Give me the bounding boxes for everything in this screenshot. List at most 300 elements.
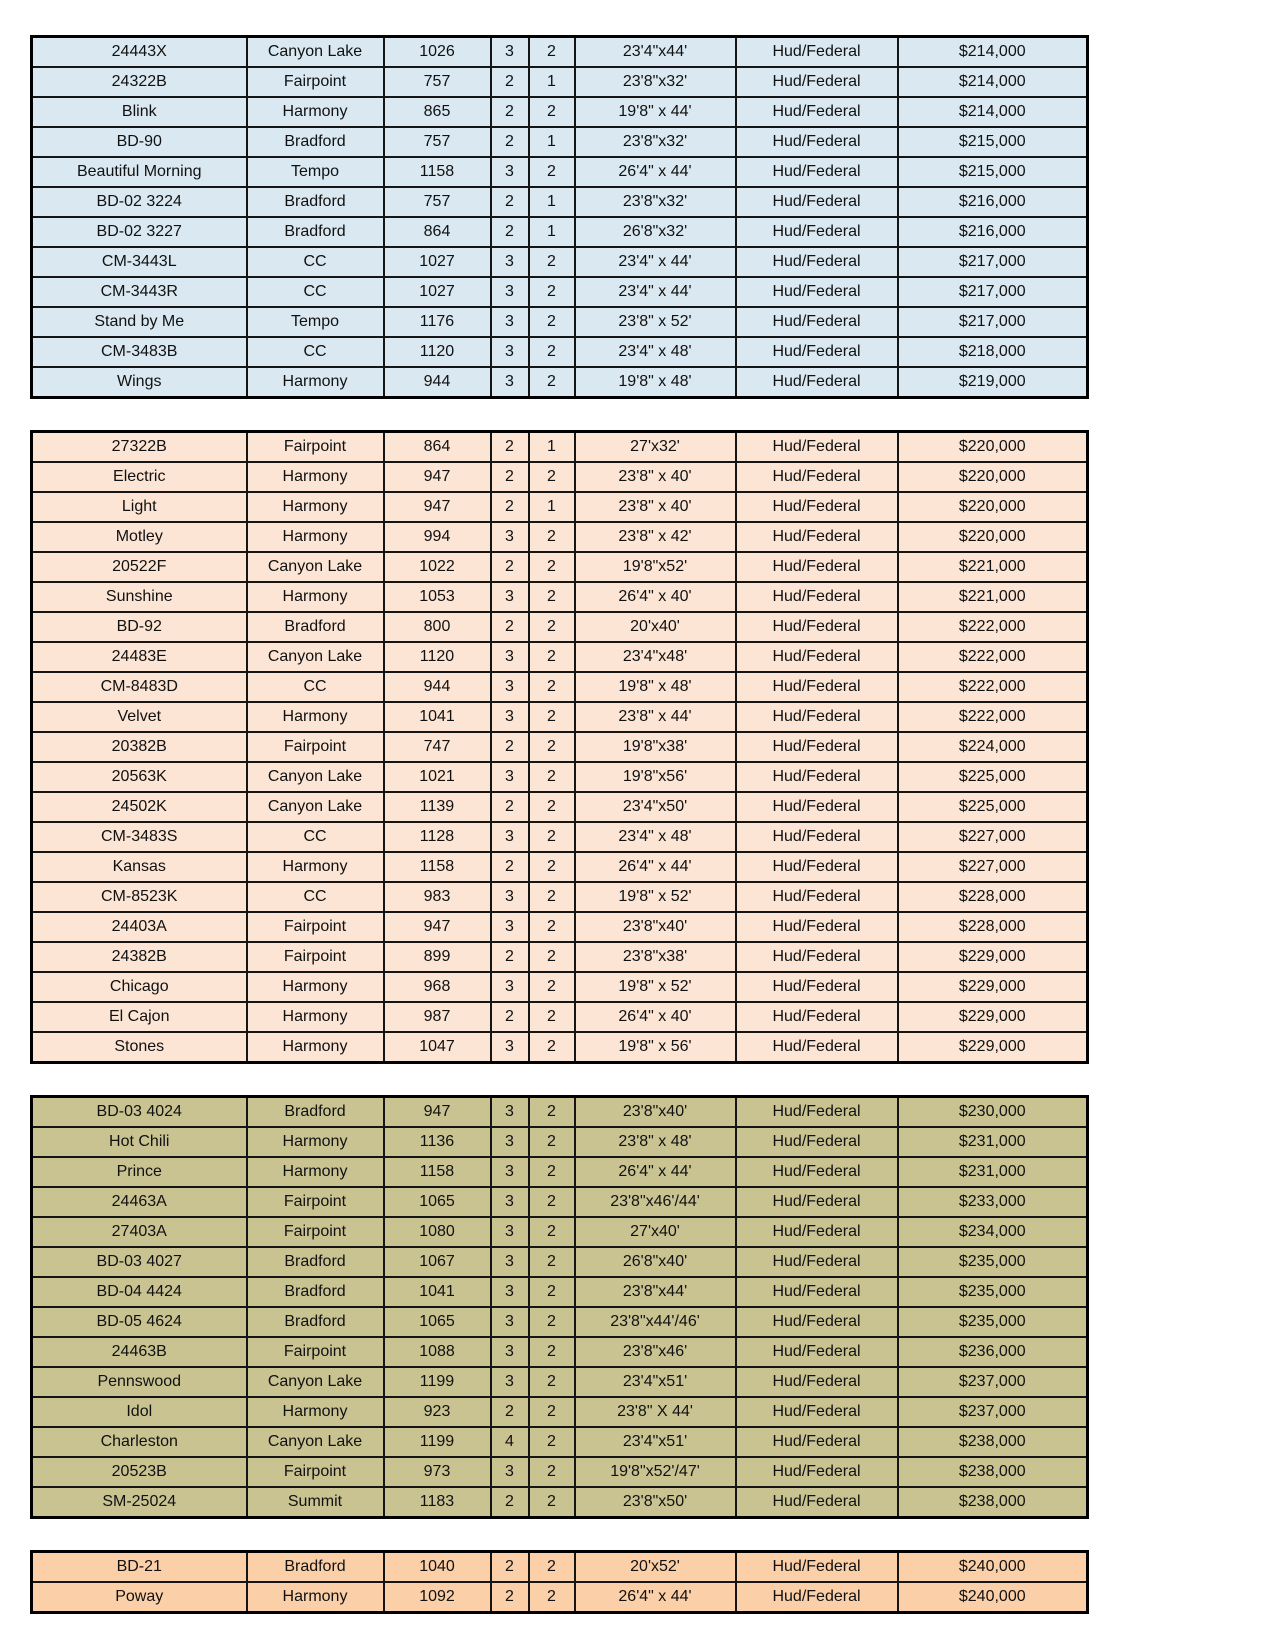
cell-baths: 2 bbox=[529, 1397, 575, 1427]
cell-baths: 2 bbox=[529, 1367, 575, 1397]
table-row bbox=[32, 37, 1088, 68]
table-row bbox=[32, 972, 1088, 1002]
cell-sqft: 947 bbox=[384, 462, 491, 492]
cell-beds: 2 bbox=[491, 1552, 529, 1583]
cell-series: Bradford bbox=[247, 1277, 384, 1307]
cell-beds: 3 bbox=[491, 642, 529, 672]
table-row bbox=[32, 942, 1088, 972]
cell-standard: Hud/Federal bbox=[736, 67, 898, 97]
cell-size: 23'8"x32' bbox=[575, 187, 736, 217]
cell-price: $216,000 bbox=[898, 217, 1088, 247]
cell-series: Fairpoint bbox=[247, 1187, 384, 1217]
cell-model: 24463A bbox=[32, 1187, 247, 1217]
cell-standard: Hud/Federal bbox=[736, 157, 898, 187]
cell-beds: 3 bbox=[491, 247, 529, 277]
cell-baths: 2 bbox=[529, 1552, 575, 1583]
cell-model: 27403A bbox=[32, 1217, 247, 1247]
cell-model: Blink bbox=[32, 97, 247, 127]
cell-model: BD-04 4424 bbox=[32, 1277, 247, 1307]
cell-sqft: 968 bbox=[384, 972, 491, 1002]
cell-size: 26'4" x 44' bbox=[575, 1582, 736, 1613]
cell-sqft: 757 bbox=[384, 187, 491, 217]
cell-standard: Hud/Federal bbox=[736, 582, 898, 612]
cell-beds: 3 bbox=[491, 882, 529, 912]
cell-size: 26'8"x32' bbox=[575, 217, 736, 247]
cell-size: 23'8" X 44' bbox=[575, 1397, 736, 1427]
cell-size: 23'4" x 48' bbox=[575, 337, 736, 367]
cell-price: $217,000 bbox=[898, 307, 1088, 337]
cell-size: 19'8"x38' bbox=[575, 732, 736, 762]
table-row bbox=[32, 1247, 1088, 1277]
cell-standard: Hud/Federal bbox=[736, 37, 898, 68]
table-row bbox=[32, 1187, 1088, 1217]
cell-baths: 2 bbox=[529, 367, 575, 398]
cell-baths: 2 bbox=[529, 1002, 575, 1032]
table-row bbox=[32, 1552, 1088, 1583]
cell-sqft: 1158 bbox=[384, 157, 491, 187]
cell-sqft: 944 bbox=[384, 672, 491, 702]
cell-beds: 2 bbox=[491, 1397, 529, 1427]
cell-sqft: 1176 bbox=[384, 307, 491, 337]
table-row bbox=[32, 582, 1088, 612]
cell-size: 23'8" x 42' bbox=[575, 522, 736, 552]
table-row bbox=[32, 762, 1088, 792]
cell-price: $225,000 bbox=[898, 792, 1088, 822]
cell-sqft: 1092 bbox=[384, 1582, 491, 1613]
cell-standard: Hud/Federal bbox=[736, 1277, 898, 1307]
cell-sqft: 1041 bbox=[384, 1277, 491, 1307]
cell-beds: 3 bbox=[491, 1367, 529, 1397]
cell-series: Harmony bbox=[247, 702, 384, 732]
cell-standard: Hud/Federal bbox=[736, 1217, 898, 1247]
table-row bbox=[32, 1002, 1088, 1032]
cell-standard: Hud/Federal bbox=[736, 912, 898, 942]
cell-model: 20523B bbox=[32, 1457, 247, 1487]
cell-baths: 2 bbox=[529, 277, 575, 307]
cell-beds: 3 bbox=[491, 1277, 529, 1307]
cell-model: BD-02 3224 bbox=[32, 187, 247, 217]
cell-series: Bradford bbox=[247, 1247, 384, 1277]
cell-sqft: 947 bbox=[384, 492, 491, 522]
cell-standard: Hud/Federal bbox=[736, 432, 898, 463]
table-row bbox=[32, 552, 1088, 582]
cell-price: $237,000 bbox=[898, 1397, 1088, 1427]
cell-model: BD-03 4027 bbox=[32, 1247, 247, 1277]
cell-beds: 2 bbox=[491, 127, 529, 157]
cell-baths: 1 bbox=[529, 492, 575, 522]
cell-beds: 3 bbox=[491, 277, 529, 307]
cell-standard: Hud/Federal bbox=[736, 762, 898, 792]
cell-price: $224,000 bbox=[898, 732, 1088, 762]
cell-model: Sunshine bbox=[32, 582, 247, 612]
cell-size: 23'8" x 44' bbox=[575, 702, 736, 732]
cell-model: BD-03 4024 bbox=[32, 1097, 247, 1128]
cell-price: $235,000 bbox=[898, 1307, 1088, 1337]
cell-series: Fairpoint bbox=[247, 1337, 384, 1367]
cell-price: $233,000 bbox=[898, 1187, 1088, 1217]
table-row bbox=[32, 367, 1088, 398]
cell-beds: 2 bbox=[491, 612, 529, 642]
cell-baths: 2 bbox=[529, 1097, 575, 1128]
cell-price: $222,000 bbox=[898, 672, 1088, 702]
cell-baths: 2 bbox=[529, 1127, 575, 1157]
cell-model: 20382B bbox=[32, 732, 247, 762]
cell-price: $214,000 bbox=[898, 97, 1088, 127]
cell-model: BD-92 bbox=[32, 612, 247, 642]
cell-sqft: 1027 bbox=[384, 277, 491, 307]
table-row bbox=[32, 462, 1088, 492]
table-row bbox=[32, 1397, 1088, 1427]
cell-standard: Hud/Federal bbox=[736, 307, 898, 337]
table-row bbox=[32, 612, 1088, 642]
cell-sqft: 864 bbox=[384, 217, 491, 247]
cell-model: SM-25024 bbox=[32, 1487, 247, 1518]
cell-sqft: 1158 bbox=[384, 1157, 491, 1187]
cell-beds: 3 bbox=[491, 157, 529, 187]
cell-beds: 3 bbox=[491, 762, 529, 792]
cell-beds: 3 bbox=[491, 37, 529, 68]
table-row bbox=[32, 882, 1088, 912]
cell-price: $236,000 bbox=[898, 1337, 1088, 1367]
cell-price: $214,000 bbox=[898, 67, 1088, 97]
cell-standard: Hud/Federal bbox=[736, 1337, 898, 1367]
table-row bbox=[32, 1427, 1088, 1457]
cell-sqft: 1120 bbox=[384, 642, 491, 672]
cell-size: 23'8"x32' bbox=[575, 127, 736, 157]
cell-baths: 2 bbox=[529, 732, 575, 762]
cell-price: $217,000 bbox=[898, 277, 1088, 307]
cell-model: El Cajon bbox=[32, 1002, 247, 1032]
cell-model: Motley bbox=[32, 522, 247, 552]
cell-model: CM-3443R bbox=[32, 277, 247, 307]
cell-model: CM-3483B bbox=[32, 337, 247, 367]
cell-price: $229,000 bbox=[898, 1002, 1088, 1032]
cell-beds: 2 bbox=[491, 187, 529, 217]
cell-model: 20522F bbox=[32, 552, 247, 582]
cell-baths: 2 bbox=[529, 942, 575, 972]
table-row bbox=[32, 672, 1088, 702]
cell-standard: Hud/Federal bbox=[736, 367, 898, 398]
cell-sqft: 864 bbox=[384, 432, 491, 463]
cell-standard: Hud/Federal bbox=[736, 1187, 898, 1217]
cell-price: $229,000 bbox=[898, 1032, 1088, 1063]
cell-standard: Hud/Federal bbox=[736, 97, 898, 127]
cell-baths: 2 bbox=[529, 307, 575, 337]
cell-sqft: 987 bbox=[384, 1002, 491, 1032]
cell-baths: 1 bbox=[529, 432, 575, 463]
cell-baths: 2 bbox=[529, 852, 575, 882]
cell-series: Canyon Lake bbox=[247, 1367, 384, 1397]
cell-series: Canyon Lake bbox=[247, 552, 384, 582]
cell-beds: 2 bbox=[491, 1002, 529, 1032]
cell-size: 23'4" x 44' bbox=[575, 247, 736, 277]
cell-beds: 2 bbox=[491, 97, 529, 127]
cell-size: 23'4"x50' bbox=[575, 792, 736, 822]
cell-size: 19'8" x 52' bbox=[575, 972, 736, 1002]
cell-size: 23'4"x44' bbox=[575, 37, 736, 68]
cell-standard: Hud/Federal bbox=[736, 1097, 898, 1128]
cell-model: 20563K bbox=[32, 762, 247, 792]
cell-size: 19'8" x 56' bbox=[575, 1032, 736, 1063]
table-row bbox=[32, 492, 1088, 522]
cell-beds: 3 bbox=[491, 822, 529, 852]
cell-size: 23'8"x40' bbox=[575, 912, 736, 942]
cell-beds: 2 bbox=[491, 492, 529, 522]
cell-baths: 2 bbox=[529, 247, 575, 277]
cell-beds: 3 bbox=[491, 367, 529, 398]
cell-baths: 2 bbox=[529, 1457, 575, 1487]
cell-baths: 2 bbox=[529, 882, 575, 912]
cell-beds: 3 bbox=[491, 522, 529, 552]
cell-price: $215,000 bbox=[898, 127, 1088, 157]
cell-size: 23'8" x 52' bbox=[575, 307, 736, 337]
cell-sqft: 1080 bbox=[384, 1217, 491, 1247]
cell-size: 23'8"x38' bbox=[575, 942, 736, 972]
cell-beds: 2 bbox=[491, 67, 529, 97]
cell-beds: 3 bbox=[491, 702, 529, 732]
cell-model: Stand by Me bbox=[32, 307, 247, 337]
table-row bbox=[32, 732, 1088, 762]
cell-size: 20'x40' bbox=[575, 612, 736, 642]
cell-standard: Hud/Federal bbox=[736, 612, 898, 642]
cell-baths: 2 bbox=[529, 552, 575, 582]
cell-sqft: 747 bbox=[384, 732, 491, 762]
cell-series: Bradford bbox=[247, 1097, 384, 1128]
cell-standard: Hud/Federal bbox=[736, 1127, 898, 1157]
cell-series: Fairpoint bbox=[247, 1217, 384, 1247]
cell-model: Charleston bbox=[32, 1427, 247, 1457]
cell-price: $234,000 bbox=[898, 1217, 1088, 1247]
cell-sqft: 1128 bbox=[384, 822, 491, 852]
cell-beds: 3 bbox=[491, 1097, 529, 1128]
table-row bbox=[32, 1127, 1088, 1157]
cell-beds: 2 bbox=[491, 462, 529, 492]
cell-price: $220,000 bbox=[898, 462, 1088, 492]
cell-standard: Hud/Federal bbox=[736, 942, 898, 972]
cell-model: Light bbox=[32, 492, 247, 522]
cell-series: Bradford bbox=[247, 612, 384, 642]
cell-standard: Hud/Federal bbox=[736, 792, 898, 822]
table-row bbox=[32, 1277, 1088, 1307]
cell-model: 24483E bbox=[32, 642, 247, 672]
cell-price: $228,000 bbox=[898, 912, 1088, 942]
cell-standard: Hud/Federal bbox=[736, 1397, 898, 1427]
cell-standard: Hud/Federal bbox=[736, 522, 898, 552]
cell-sqft: 1040 bbox=[384, 1552, 491, 1583]
table-row bbox=[32, 822, 1088, 852]
cell-series: Bradford bbox=[247, 1307, 384, 1337]
table-row bbox=[32, 1032, 1088, 1063]
cell-beds: 3 bbox=[491, 912, 529, 942]
table-row bbox=[32, 912, 1088, 942]
cell-baths: 2 bbox=[529, 1247, 575, 1277]
cell-model: Beautiful Morning bbox=[32, 157, 247, 187]
cell-series: Harmony bbox=[247, 1032, 384, 1063]
cell-standard: Hud/Federal bbox=[736, 642, 898, 672]
table-row bbox=[32, 157, 1088, 187]
cell-model: Chicago bbox=[32, 972, 247, 1002]
cell-series: Harmony bbox=[247, 1397, 384, 1427]
cell-beds: 2 bbox=[491, 1487, 529, 1518]
table-row bbox=[32, 307, 1088, 337]
cell-series: CC bbox=[247, 822, 384, 852]
cell-beds: 3 bbox=[491, 1337, 529, 1367]
cell-baths: 2 bbox=[529, 522, 575, 552]
cell-sqft: 1022 bbox=[384, 552, 491, 582]
cell-size: 23'8"x44'/46' bbox=[575, 1307, 736, 1337]
cell-beds: 3 bbox=[491, 1457, 529, 1487]
cell-series: Fairpoint bbox=[247, 912, 384, 942]
cell-standard: Hud/Federal bbox=[736, 1002, 898, 1032]
cell-beds: 2 bbox=[491, 432, 529, 463]
cell-model: CM-3443L bbox=[32, 247, 247, 277]
cell-series: Harmony bbox=[247, 462, 384, 492]
cell-series: Harmony bbox=[247, 1157, 384, 1187]
cell-size: 26'4" x 40' bbox=[575, 1002, 736, 1032]
cell-price: $240,000 bbox=[898, 1582, 1088, 1613]
cell-series: Harmony bbox=[247, 582, 384, 612]
cell-model: CM-8523K bbox=[32, 882, 247, 912]
cell-series: Harmony bbox=[247, 852, 384, 882]
cell-series: Harmony bbox=[247, 1582, 384, 1613]
cell-baths: 2 bbox=[529, 1277, 575, 1307]
cell-beds: 3 bbox=[491, 1127, 529, 1157]
cell-standard: Hud/Federal bbox=[736, 732, 898, 762]
cell-series: Harmony bbox=[247, 492, 384, 522]
cell-standard: Hud/Federal bbox=[736, 1367, 898, 1397]
table-row bbox=[32, 97, 1088, 127]
cell-sqft: 1158 bbox=[384, 852, 491, 882]
cell-model: Velvet bbox=[32, 702, 247, 732]
cell-series: Bradford bbox=[247, 1552, 384, 1583]
cell-model: Electric bbox=[32, 462, 247, 492]
cell-price: $237,000 bbox=[898, 1367, 1088, 1397]
cell-model: 24322B bbox=[32, 67, 247, 97]
cell-standard: Hud/Federal bbox=[736, 1427, 898, 1457]
cell-price: $230,000 bbox=[898, 1097, 1088, 1128]
cell-series: Fairpoint bbox=[247, 1457, 384, 1487]
cell-beds: 4 bbox=[491, 1427, 529, 1457]
cell-price: $222,000 bbox=[898, 642, 1088, 672]
table-row bbox=[32, 187, 1088, 217]
table-row bbox=[32, 702, 1088, 732]
cell-size: 23'8"x32' bbox=[575, 67, 736, 97]
cell-beds: 3 bbox=[491, 582, 529, 612]
cell-price: $229,000 bbox=[898, 942, 1088, 972]
cell-size: 26'4" x 44' bbox=[575, 157, 736, 187]
cell-series: Canyon Lake bbox=[247, 1427, 384, 1457]
cell-standard: Hud/Federal bbox=[736, 972, 898, 1002]
cell-size: 23'4"x51' bbox=[575, 1367, 736, 1397]
cell-model: 24502K bbox=[32, 792, 247, 822]
cell-standard: Hud/Federal bbox=[736, 672, 898, 702]
cell-sqft: 1065 bbox=[384, 1187, 491, 1217]
cell-standard: Hud/Federal bbox=[736, 1582, 898, 1613]
cell-series: CC bbox=[247, 337, 384, 367]
cell-standard: Hud/Federal bbox=[736, 462, 898, 492]
cell-price: $222,000 bbox=[898, 612, 1088, 642]
cell-beds: 3 bbox=[491, 1157, 529, 1187]
cell-size: 19'8" x 44' bbox=[575, 97, 736, 127]
cell-size: 23'8"x50' bbox=[575, 1487, 736, 1518]
table-row bbox=[32, 852, 1088, 882]
cell-size: 26'4" x 40' bbox=[575, 582, 736, 612]
table-row bbox=[32, 127, 1088, 157]
cell-model: 24403A bbox=[32, 912, 247, 942]
cell-price: $225,000 bbox=[898, 762, 1088, 792]
table-row bbox=[32, 247, 1088, 277]
cell-series: Harmony bbox=[247, 367, 384, 398]
price-band-240s bbox=[30, 1550, 1089, 1614]
cell-beds: 2 bbox=[491, 942, 529, 972]
cell-baths: 2 bbox=[529, 582, 575, 612]
cell-baths: 2 bbox=[529, 972, 575, 1002]
cell-size: 23'4"x48' bbox=[575, 642, 736, 672]
cell-size: 26'4" x 44' bbox=[575, 852, 736, 882]
table-row bbox=[32, 1367, 1088, 1397]
cell-baths: 2 bbox=[529, 97, 575, 127]
cell-standard: Hud/Federal bbox=[736, 1487, 898, 1518]
cell-baths: 2 bbox=[529, 612, 575, 642]
cell-baths: 1 bbox=[529, 67, 575, 97]
cell-price: $238,000 bbox=[898, 1457, 1088, 1487]
cell-standard: Hud/Federal bbox=[736, 187, 898, 217]
table-row bbox=[32, 1097, 1088, 1128]
cell-series: CC bbox=[247, 277, 384, 307]
table-row bbox=[32, 642, 1088, 672]
cell-price: $228,000 bbox=[898, 882, 1088, 912]
cell-price: $218,000 bbox=[898, 337, 1088, 367]
cell-size: 26'8"x40' bbox=[575, 1247, 736, 1277]
cell-series: Canyon Lake bbox=[247, 642, 384, 672]
cell-sqft: 757 bbox=[384, 67, 491, 97]
cell-baths: 2 bbox=[529, 642, 575, 672]
cell-baths: 2 bbox=[529, 337, 575, 367]
cell-sqft: 899 bbox=[384, 942, 491, 972]
cell-series: Canyon Lake bbox=[247, 37, 384, 68]
cell-size: 19'8" x 48' bbox=[575, 367, 736, 398]
cell-model: CM-8483D bbox=[32, 672, 247, 702]
cell-price: $231,000 bbox=[898, 1127, 1088, 1157]
cell-model: 27322B bbox=[32, 432, 247, 463]
cell-sqft: 865 bbox=[384, 97, 491, 127]
cell-standard: Hud/Federal bbox=[736, 277, 898, 307]
cell-baths: 2 bbox=[529, 1337, 575, 1367]
cell-baths: 2 bbox=[529, 1032, 575, 1063]
cell-sqft: 1120 bbox=[384, 337, 491, 367]
cell-standard: Hud/Federal bbox=[736, 702, 898, 732]
cell-sqft: 1088 bbox=[384, 1337, 491, 1367]
cell-price: $229,000 bbox=[898, 972, 1088, 1002]
cell-sqft: 1026 bbox=[384, 37, 491, 68]
cell-standard: Hud/Federal bbox=[736, 852, 898, 882]
cell-size: 19'8" x 52' bbox=[575, 882, 736, 912]
cell-model: Stones bbox=[32, 1032, 247, 1063]
cell-price: $222,000 bbox=[898, 702, 1088, 732]
cell-series: CC bbox=[247, 247, 384, 277]
table-row bbox=[32, 1582, 1088, 1613]
cell-standard: Hud/Federal bbox=[736, 1307, 898, 1337]
cell-beds: 3 bbox=[491, 672, 529, 702]
cell-series: Harmony bbox=[247, 972, 384, 1002]
cell-sqft: 944 bbox=[384, 367, 491, 398]
cell-beds: 2 bbox=[491, 1582, 529, 1613]
cell-model: Idol bbox=[32, 1397, 247, 1427]
cell-standard: Hud/Federal bbox=[736, 337, 898, 367]
table-row bbox=[32, 432, 1088, 463]
cell-beds: 3 bbox=[491, 1187, 529, 1217]
cell-series: Bradford bbox=[247, 217, 384, 247]
